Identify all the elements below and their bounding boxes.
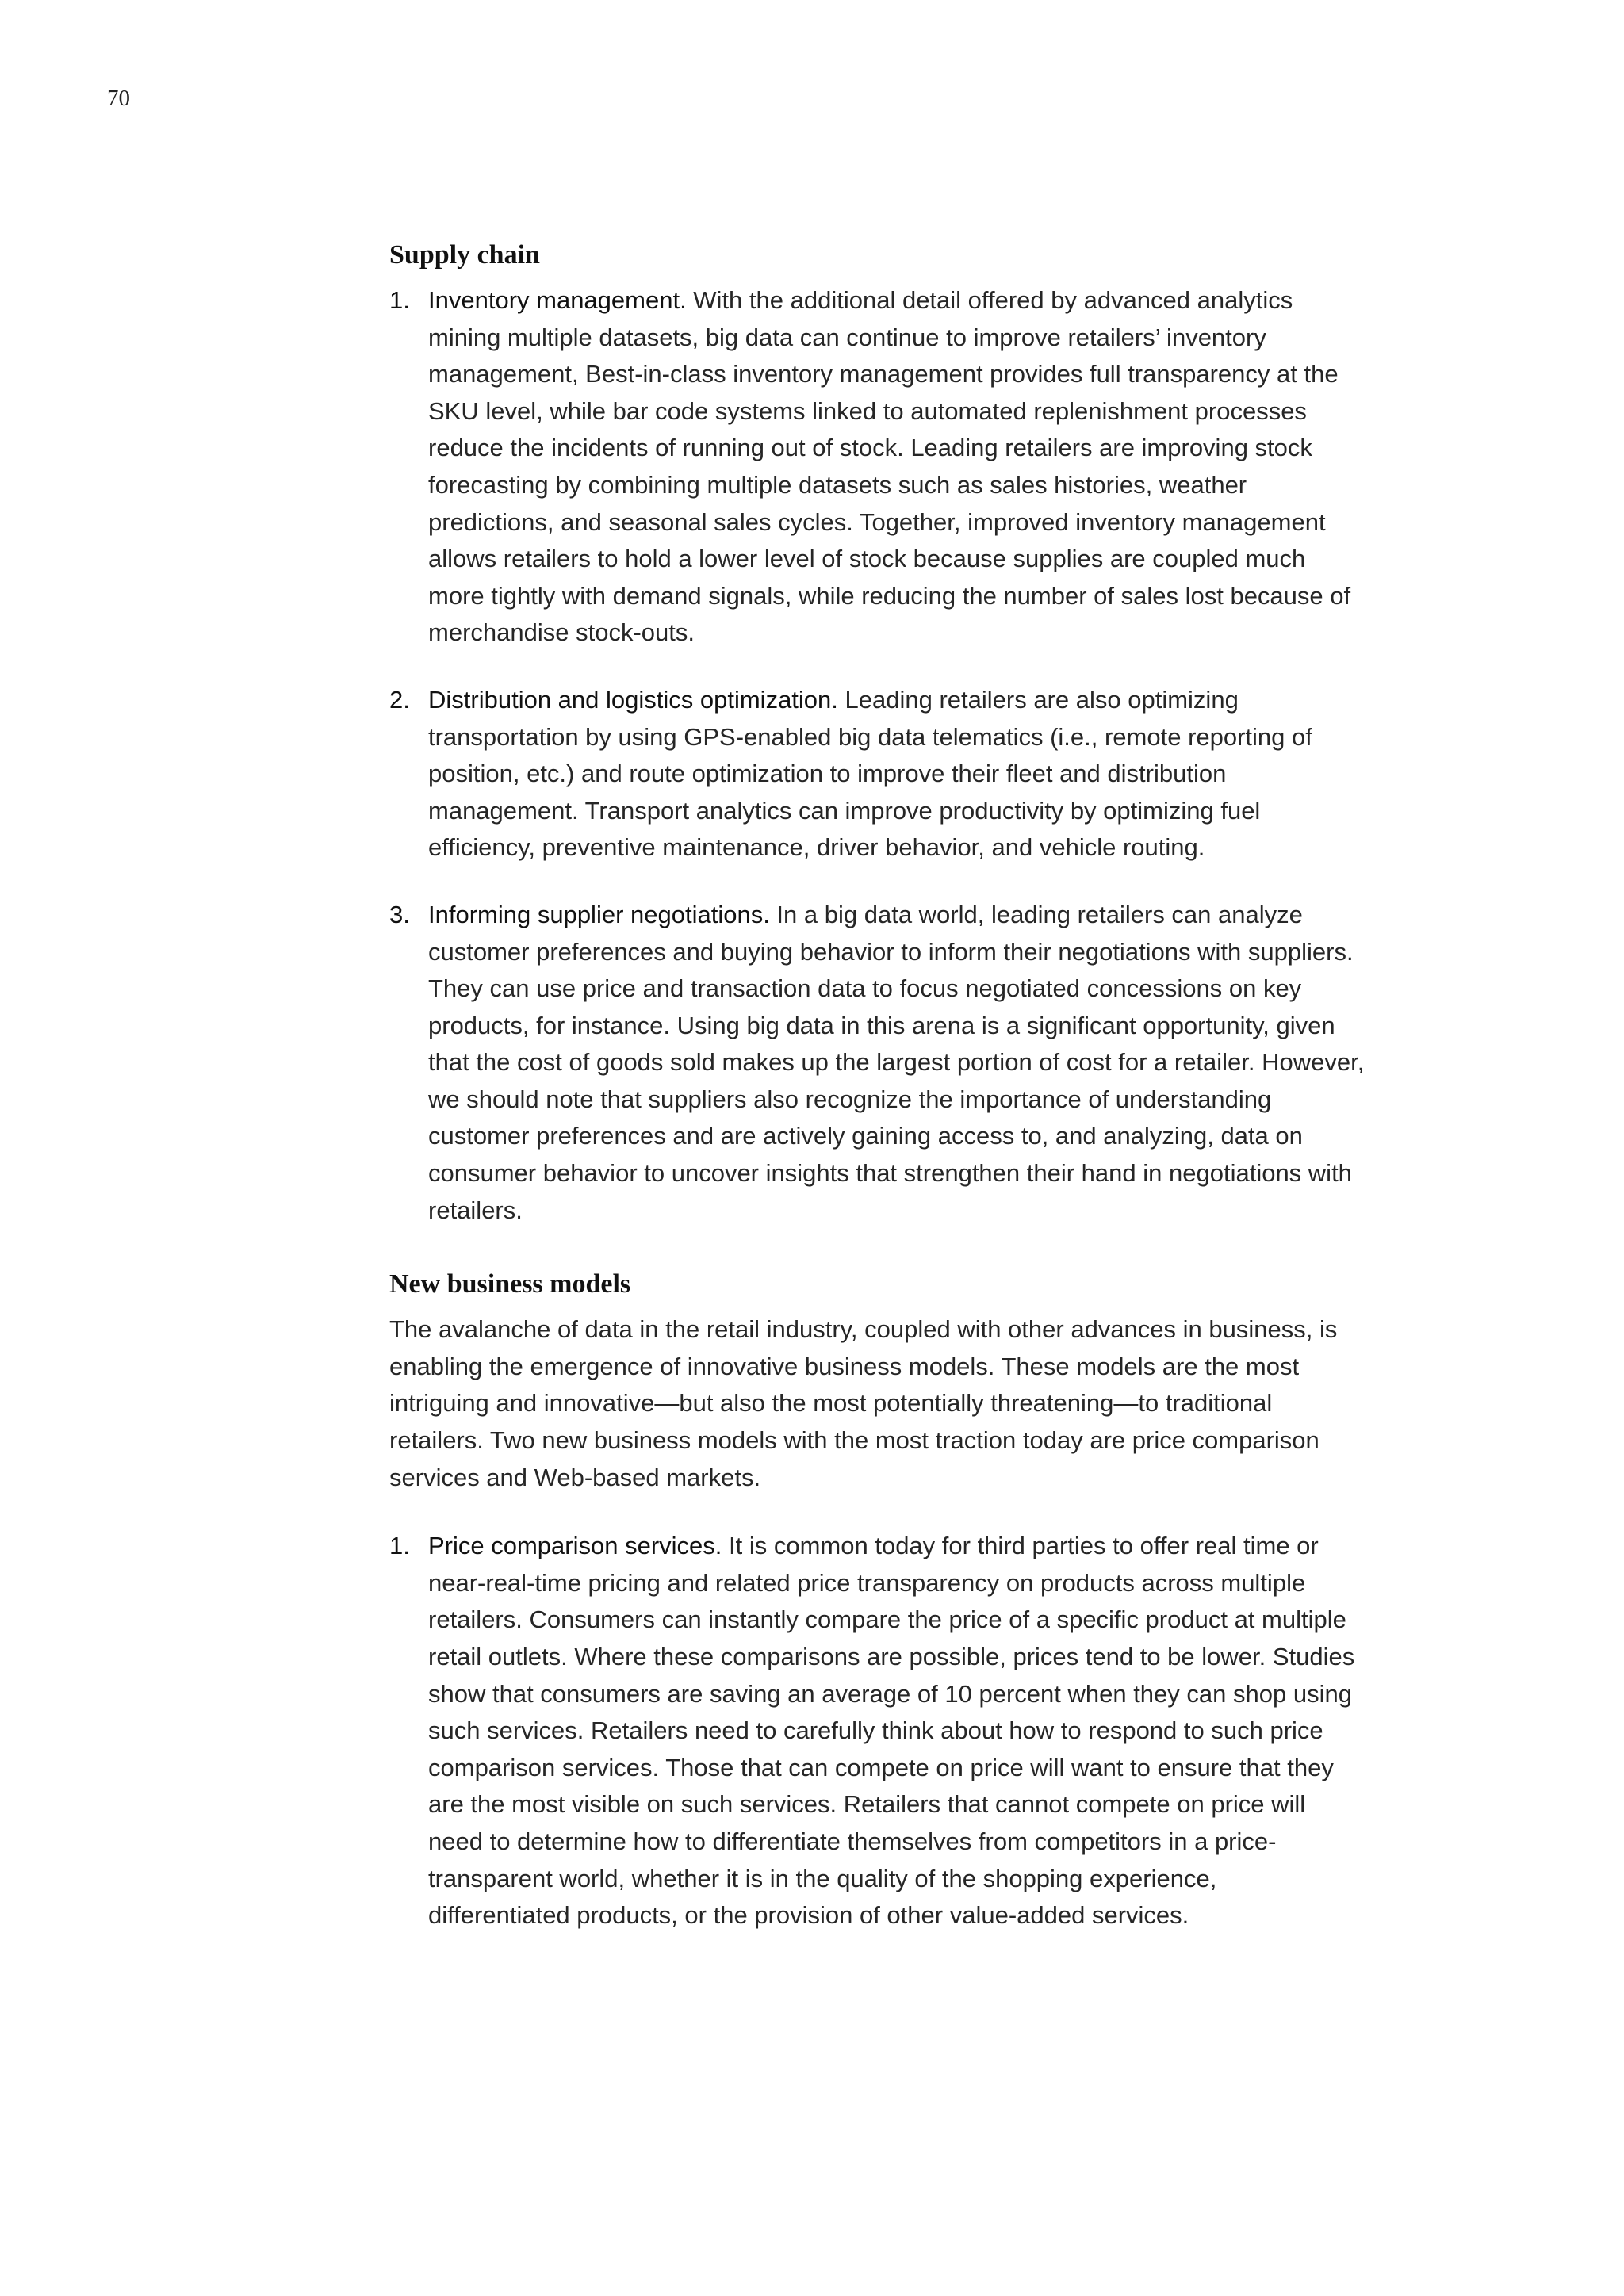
list-item-body: It is common today for third parties to offer real time or near-real-time pricing and related price transparency on products across multiple retailers. Consumers can instantly compare the price of a specific product at multiple retail outlets. Where these comparisons are possible, prices tend to be lower. Studies show that consumers are saving an average of 10 percent when they can shop using such services. Retailers need to carefully think about how to respond to such price comparison services. Those that can compete on price will want to ensure that they are the most visible on such services. Retailers that cannot compete on price will need to determine how to differentiate themselves from competitors in a price-transparent world, whether it is in the quality of the shopping experience, differentiated products, or the provision of other value-added services. [428, 1532, 1355, 1930]
list-item-title: Informing supplier negotiations. [428, 900, 777, 928]
list-item-body: Leading retailers are also optimizing transportation by using GPS-enabled big data telematics (i.e., remote reporting of position, etc.) and route optimization to improve their fleet and distribution management. Transport analytics can improve productivity by optimizing fuel efficiency, preventive maintenance, driver behavior, and vehicle routing. [428, 685, 1312, 862]
list-item-number: 2. [389, 685, 410, 714]
section-heading-new-business-models: New business models [389, 1269, 631, 1299]
list-item [389, 897, 1365, 1229]
list-item-title: Price comparison services. [428, 1532, 730, 1560]
list-item [389, 1528, 1365, 1934]
list-item [389, 282, 1365, 652]
list-item-body: In a big data world, leading retailers can analyze customer preferences and buying behavior to inform their negotiations with suppliers. They can use price and transaction data to focus negotiated concessions on key products, for instance. Using big data in this arena is a significant opportunity, given that the cost of goods sold makes up the largest portion of cost for a retailer. However, we should note that suppliers also recognize the importance of understanding customer preferences and are actively gaining access to, and analyzing, data on consumer behavior to uncover insights that strengthen their hand in negotiations with retailers. [428, 900, 1365, 1224]
page-number: 70 [107, 86, 130, 111]
list-item [389, 682, 1365, 867]
section-heading-supply-chain: Supply chain [389, 240, 540, 270]
list-item-number: 1. [389, 286, 410, 314]
list-item-title: Inventory management. [428, 286, 694, 314]
intro-paragraph: The avalanche of data in the retail industry, coupled with other advances in business, is enabling the emergence of innovative business models. These models are the most intriguing and innovative—but also the most potentially threatening—to traditional retailers. Two new business models with the most traction today are price comparison services and Web-based markets. [389, 1315, 1338, 1491]
new-business-models-list [389, 1528, 1365, 1934]
list-item-title: Distribution and logistics optimization. [428, 685, 845, 714]
list-item-body: With the additional detail offered by advanced analytics mining multiple datasets, big data can continue to improve retailers’ inventory management, Best-in-class inventory management provides full transparency at the SKU level, while bar code systems linked to automated replenishment processes reduce the incidents of running out of stock. Leading retailers are improving stock forecasting by combining multiple datasets such as sales histories, weather predictions, and seasonal sales cycles. Together, improved inventory management allows retailers to hold a lower level of stock because supplies are coupled much more tightly with demand signals, while reducing the number of sales lost because of merchandise stock-outs. [428, 286, 1351, 647]
page-content [389, 238, 1365, 1934]
list-item-number: 1. [389, 1532, 410, 1560]
list-item-number: 3. [389, 900, 410, 928]
supply-chain-list [389, 282, 1365, 1229]
